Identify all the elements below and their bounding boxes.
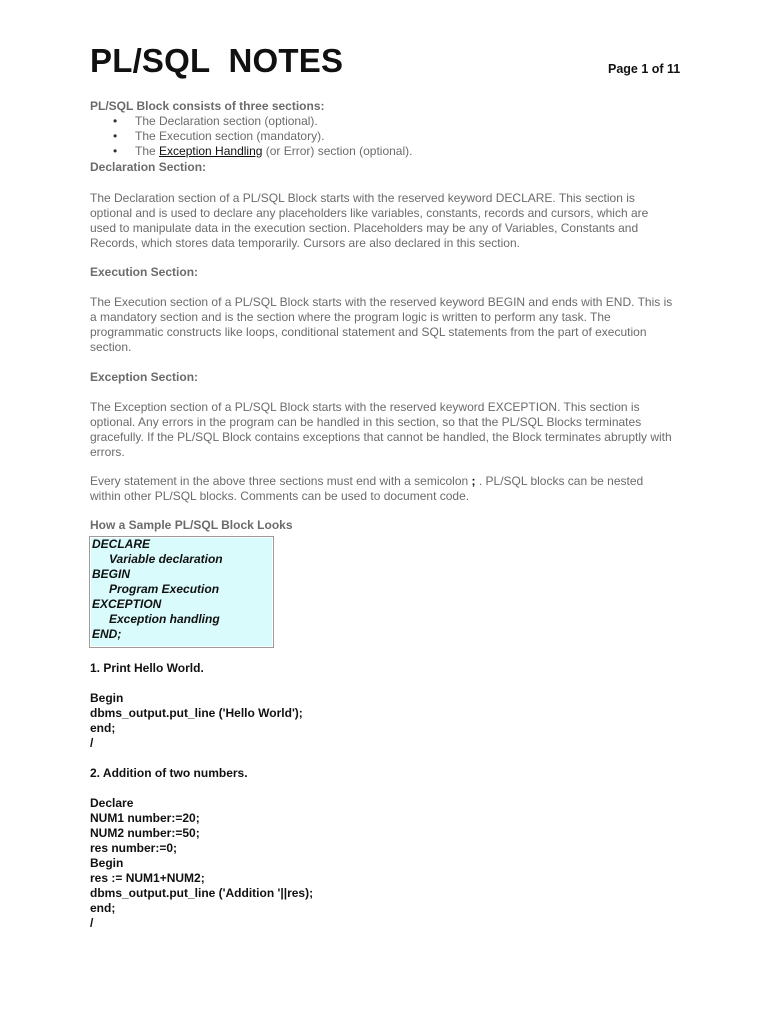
list-item: • The Exception Handling (or Error) section (optional). bbox=[90, 144, 412, 159]
code-line: end; bbox=[90, 721, 116, 735]
sample-line: Variable declaration bbox=[109, 552, 223, 566]
exception-body: The Exception section of a PL/SQL Block starts with the reserved keyword EXCEPTION. This section is optional. Any errors in the program can be handled in this section, so that the PL/SQL Blocks terminates gracefully. If the PL/SQL Block contains exceptions that cannot be handled, the Block terminates abruptly with errors. bbox=[90, 400, 672, 459]
exception-handling-link[interactable]: Exception Handling bbox=[159, 144, 263, 158]
execution-heading: Execution Section: bbox=[90, 265, 199, 279]
example1-heading: 1. Print Hello World. bbox=[90, 661, 204, 675]
code-line: Begin bbox=[90, 691, 124, 705]
sample-line: EXCEPTION bbox=[92, 597, 162, 611]
statement-note: Every statement in the above three sections must end with a semicolon ; . PL/SQL blocks can be nested within other PL/SQL blocks. Comments can be used to document code. bbox=[90, 474, 644, 503]
sample-line: END; bbox=[92, 627, 122, 641]
execution-body: The Execution section of a PL/SQL Block starts with the reserved keyword BEGIN and ends with END. This is a mandatory section and is the section where the program logic is written to perform any task. The programmatic constructs like loops, conditional statement and SQL statements from the part of execution section. bbox=[90, 295, 673, 354]
declaration-body: The Declaration section of a PL/SQL Block starts with the reserved keyword DECLARE. This section is optional and is used to declare any placeholders like variables, constants, records and cursors, which are used to manipulate data in the execution section. Placeholders may be any of Variables, Constants and Records, which stores data temporarily. Cursors are also declared in this section. bbox=[90, 191, 649, 250]
sections-list bbox=[90, 114, 412, 159]
code-line: end; bbox=[90, 901, 116, 915]
sample-block-box bbox=[89, 536, 274, 648]
code-line: res := NUM1+NUM2; bbox=[90, 871, 205, 885]
intro-heading: PL/SQL Block consists of three sections: bbox=[90, 99, 325, 113]
code-line: dbms_output.put_line ('Hello World'); bbox=[90, 706, 303, 720]
sample-line: Program Execution bbox=[109, 582, 220, 596]
list-item: • The Execution section (mandatory). bbox=[90, 129, 412, 144]
code-line: res number:=0; bbox=[90, 841, 178, 855]
sample-line: Exception handling bbox=[109, 612, 220, 626]
declaration-heading: Declaration Section: bbox=[90, 160, 207, 174]
sample-line: BEGIN bbox=[92, 567, 131, 581]
exception-heading: Exception Section: bbox=[90, 370, 199, 384]
code-line: / bbox=[90, 736, 94, 750]
code-line: Begin bbox=[90, 856, 124, 870]
code-line: NUM2 number:=50; bbox=[90, 826, 200, 840]
sample-line: DECLARE bbox=[92, 537, 151, 551]
page-number: Page 1 of 11 bbox=[608, 62, 681, 76]
code-line: / bbox=[90, 916, 94, 930]
semicolon-glyph: ; bbox=[471, 474, 476, 488]
example1-code bbox=[90, 691, 303, 751]
code-line: Declare bbox=[90, 796, 134, 810]
list-item: • The Declaration section (optional). bbox=[90, 114, 412, 129]
example2-code bbox=[90, 796, 313, 931]
example2-heading: 2. Addition of two numbers. bbox=[90, 766, 248, 780]
sample-heading: How a Sample PL/SQL Block Looks bbox=[90, 518, 293, 532]
code-line: dbms_output.put_line ('Addition '||res); bbox=[90, 886, 314, 900]
page-title: PL/SQL NOTES bbox=[90, 42, 344, 79]
code-line: NUM1 number:=20; bbox=[90, 811, 200, 825]
